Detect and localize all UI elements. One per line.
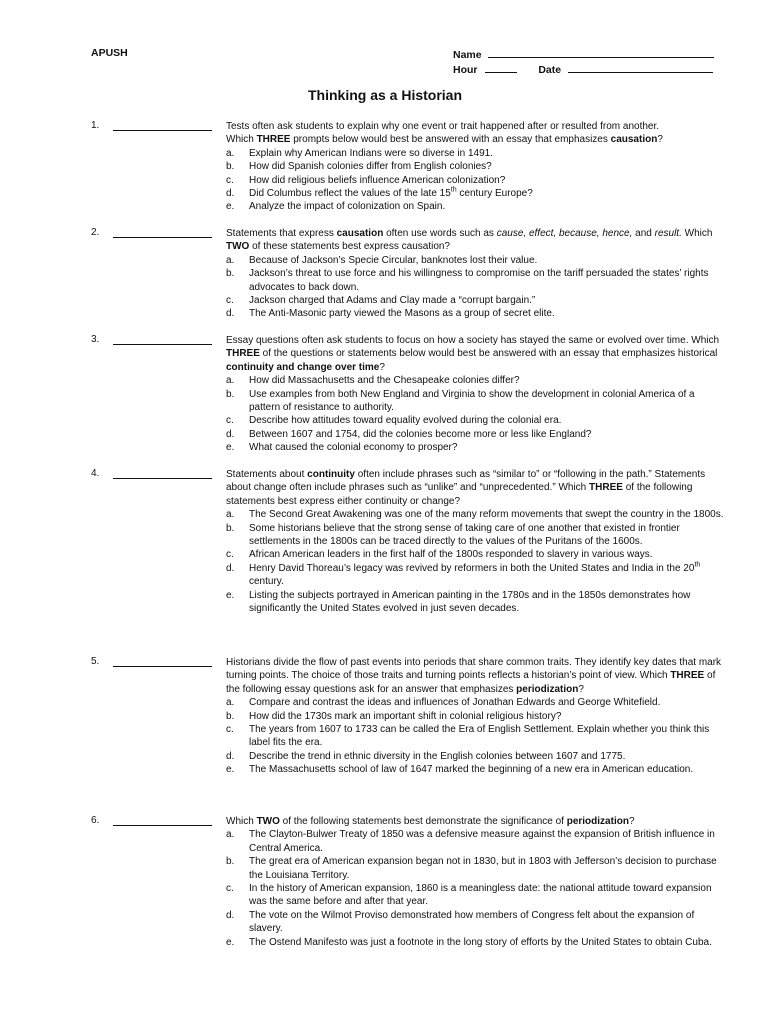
option-e: e. The Massachusetts school of law of 1647 marked the beginning of a new era in American education. (226, 764, 694, 776)
option-c: c. How did religious beliefs influence American colonization? (226, 174, 506, 186)
date-field[interactable] (568, 62, 713, 73)
hour-field[interactable] (485, 62, 517, 73)
question-stem: Statements about continuity often include phrases such as “similar to” or “following in the path.” Statements about change often include phrases such as “unlike” and “unprecedented.” Which THREE of the following statements best express either continuity or change? (226, 469, 706, 507)
stem-line: Which THREE prompts below would best be answered with an essay that emphasizes causation? (226, 134, 663, 146)
name-label: Name (453, 49, 482, 61)
question-number: 2. (91, 227, 100, 238)
option-b: b. How did the 1730s mark an important shift in colonial religious history? (226, 710, 562, 722)
option-d: d. Between 1607 and 1754, did the colonies become more or less like England? (226, 428, 592, 440)
option-a: a. The Second Great Awakening was one of the many reform movements that swept the country in the 1800s. (226, 509, 724, 521)
option-b: b. Jackson’s threat to use force and his willingness to compromise on the tariff persuaded the states’ rights advocates to back down. (226, 268, 709, 293)
answer-blank[interactable] (113, 237, 212, 238)
option-b: b. Use examples from both New England and Virginia to show the development in colonial America of a pattern of resistance to authority. (226, 388, 695, 414)
question-stem: Which TWO of the following statements best demonstrate the significance of periodization? (226, 816, 635, 827)
option-a: a. Because of Jackson’s Specie Circular, banknotes lost their value. (226, 254, 538, 266)
hour-label: Hour (453, 64, 478, 76)
option-a: a. The Clayton-Bulwer Treaty of 1850 was a defensive measure against the expansion of British influence in Central America. (226, 829, 715, 854)
question-body (226, 656, 726, 777)
option-e: e. The Ostend Manifesto was just a footnote in the long story of efforts by the United States to obtain Cuba. (226, 936, 712, 948)
hour-date-row (453, 62, 714, 77)
option-e: e. Listing the subjects portrayed in American painting in the 1780s and in the 1850s demonstrates how significantly the United States evolved in just seven decades. (226, 589, 691, 615)
option-d: d. Did Columbus reflect the values of the late 15th century Europe? (226, 186, 533, 200)
option-c: c. African American leaders in the first half of the 1800s responded to slavery in various ways. (226, 549, 653, 561)
option-c: c. In the history of American expansion, 1860 is a meaningless date: the national attitude toward expansion was the same before and after that year. (226, 883, 712, 908)
question-stem: Historians divide the flow of past events into periods that share common traits. They identify key dates that mark turning points. The choice of those traits and turning points reflects a historian’s point of view. Which THREE of the following essay questions ask for an answer that emphasizes periodization? (226, 657, 722, 695)
answer-blank[interactable] (113, 344, 212, 345)
option-b: b. Some historians believe that the strong sense of taking care of one another that existed in frontier settlements in the 1800s can be traced directly to the values of the Puritans of the 1600s. (226, 522, 680, 548)
answer-blank[interactable] (113, 825, 212, 826)
option-a: a. Compare and contrast the ideas and influences of Jonathan Edwards and George Whitefield. (226, 697, 661, 709)
option-c: c. Jackson charged that Adams and Clay made a “corrupt bargain.” (226, 295, 536, 307)
question-stem (226, 120, 726, 147)
question-body (226, 120, 726, 214)
question-body (226, 334, 726, 455)
option-c: c. The years from 1607 to 1733 can be called the Era of English Settlement. Explain whether you think this label fits the era. (226, 724, 710, 749)
question-body (226, 227, 726, 321)
question-number: 5. (91, 656, 100, 667)
stem-line: Tests often ask students to explain why one event or trait happened after or resulted from another. (226, 121, 660, 132)
question-stem: Essay questions often ask students to focus on how a society has stayed the same or evolved over time. Which THREE of the questions or statements below would best be answered with an essay that emphasizes historical continuity and change over time? (226, 335, 720, 373)
question-number: 1. (91, 120, 100, 131)
answer-blank[interactable] (113, 478, 212, 479)
option-b: b. How did Spanish colonies differ from English colonies? (226, 161, 492, 173)
option-d: d. Henry David Thoreau’s legacy was revived by reformers in both the United States and India in the 20th century. (226, 561, 701, 588)
question-body (226, 468, 726, 615)
question-number: 6. (91, 815, 100, 826)
name-row (453, 47, 714, 62)
answer-blank[interactable] (113, 130, 212, 131)
option-c: c. Describe how attitudes toward equality evolved during the colonial era. (226, 415, 562, 427)
option-a: a. How did Massachusetts and the Chesapeake colonies differ? (226, 375, 520, 387)
option-a: a. Explain why American Indians were so diverse in 1491. (226, 147, 494, 159)
answer-blank[interactable] (113, 666, 212, 667)
question-body (226, 815, 726, 949)
course-label: APUSH (91, 47, 128, 59)
option-e: e. Analyze the impact of colonization on Spain. (226, 201, 446, 213)
date-label: Date (538, 64, 562, 76)
option-b: b. The great era of American expansion began not in 1830, but in 1803 with Jefferson’s decision to purchase the Louisiana Territory. (226, 856, 717, 881)
option-d: d. Describe the trend in ethnic diversity in the English colonies between 1607 and 1775. (226, 750, 626, 762)
question-number: 4. (91, 468, 100, 479)
question-number: 3. (91, 334, 100, 345)
page-title: Thinking as a Historian (307, 87, 463, 103)
student-info (453, 47, 714, 77)
option-d: d. The vote on the Wilmot Proviso demonstrated how members of Congress felt about the expansion of slavery. (226, 909, 695, 935)
option-e: e. What caused the colonial economy to prosper? (226, 442, 458, 454)
option-d: d. The Anti-Masonic party viewed the Masons as a group of secret elite. (226, 308, 555, 320)
question-stem: Statements that express causation often use words such as cause, effect, because, hence, and result. Which TWO of these statements best express causation? (226, 228, 713, 253)
name-field[interactable] (488, 47, 714, 58)
